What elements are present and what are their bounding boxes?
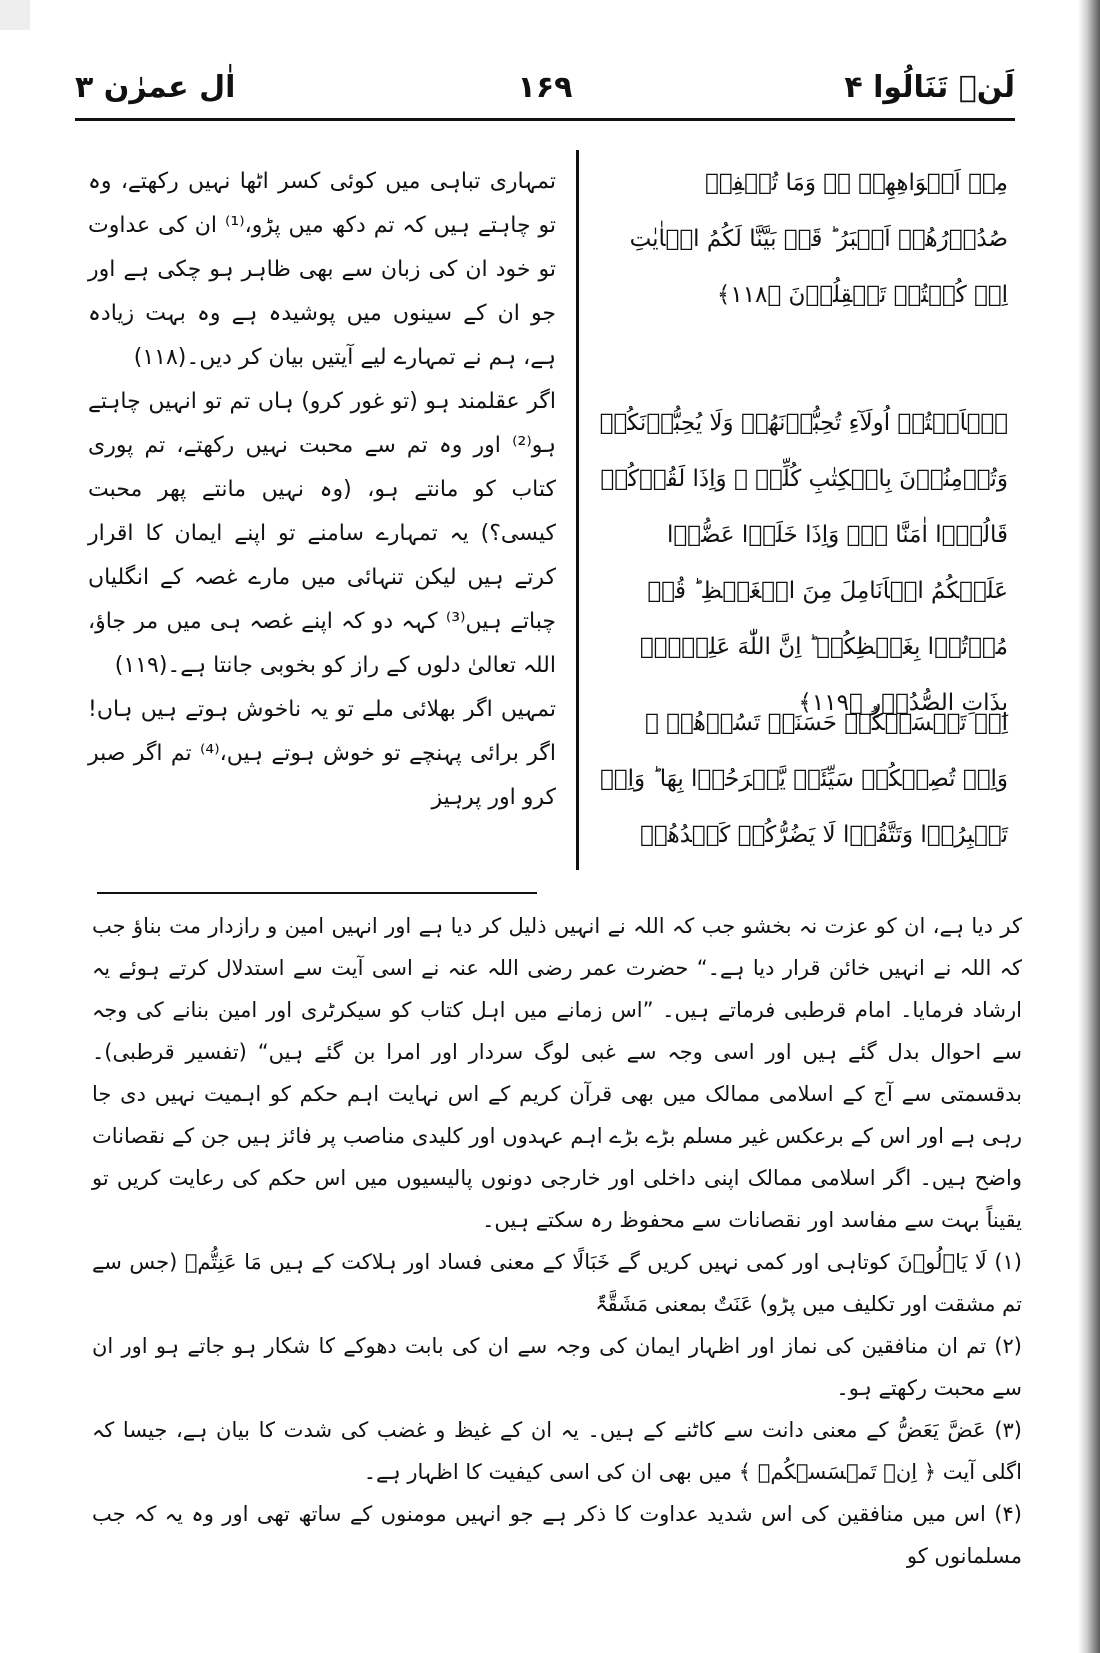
page-header (75, 70, 1015, 120)
juz-title: لَنۡ تَنَالُوا ۴ (844, 70, 1015, 105)
footnote-2: (۲) تم ان منافقین کی نماز اور اظہار ایمان کی وجہ سے ان کی بابت دھوکے کا شکار ہو جاتے ہو اور ان سے محبت رکھتے ہو۔ (92, 1334, 1022, 1400)
footnote-continuation: کر دیا ہے، ان کو عزت نہ بخشو جب کہ اللہ نے انہیں ذلیل کر دیا ہے اور انہیں امین و رازدار مت بناؤ جب کہ اللہ نے انہیں خائن قرار دیا ہے۔“ حضرت عمر رضی اللہ عنہ نے اسی آیت سے استدلال کرتے ہوئے یہ ارشاد فرمایا۔ امام قرطبی فرماتے ہیں۔ ”اس زمانے میں اہل کتاب کو سیکرٹری اور امین بنانے کی وجہ سے احوال بدل گئے ہیں اور اسی وجہ سے غبی لوگ سردار اور امرا بن گئے ہیں“ (تفسیر قرطبی)۔ بدقسمتی سے آج کے اسلامی ممالک میں بھی قرآن کریم کے اس نہایت اہم حکم کو اہمیت نہیں دی جا رہی ہے اور اس کے برعکس غیر مسلم بڑے بڑے اہم عہدوں اور کلیدی مناصب پر فائز ہیں جن کے نقصانات واضح ہیں۔ اگر اسلامی ممالک اپنی داخلی اور خارجی دونوں پالیسیوں میں اس حکم کی رعایت کریں تو یقیناً بہت سے مفاسد اور نقصانات سے محفوظ رہ سکتے ہیں۔ (92, 914, 1022, 1232)
page-number: ۱۶۹ (517, 70, 573, 105)
arabic-verse-119: هٰۤاَنۡتُمۡ اُولَآءِ تُحِبُّوۡنَهُمۡ وَلَا یُحِبُّوۡنَکُمۡ وَتُؤۡمِنُوۡنَ بِالۡکِتٰبِ کُلِّهٖ ۚ وَاِذَا لَقُوۡکُمۡ قَالُوۡۤا اٰمَنَّا ۚ٭ۖ وَاِذَا خَلَوۡا عَضُّوۡا عَلَیۡکُمُ الۡاَنَامِلَ مِنَ الۡغَیۡظِ ؕ قُلۡ مُوۡتُوۡا بِغَیۡظِکُمۡ ؕ اِنَّ اللّٰهَ عَلِیۡمٌۢ بِذَاتِ الصُّدُوۡرِ ﴿۱۱۹﴾ (599, 410, 1008, 716)
footnote-3: (۳) عَضَّ یَعَضُّ کے معنی دانت سے کاٹنے کے ہیں۔ یہ ان کے غیظ و غضب کی شدت کا بیان ہے، جیسا کہ اگلی آیت ﴿ اِنۡ تَمۡسَسۡکُمۡ ﴾ میں بھی ان کی اسی کیفیت کا اظہار ہے۔ (92, 1418, 1022, 1484)
footnotes-section (92, 905, 1022, 1605)
footnote-rule (97, 892, 537, 894)
arabic-text-column (598, 155, 1008, 870)
column-divider (576, 150, 579, 870)
footnote-1: (۱) لَا یَاۡلُوۡنَ کوتاہی اور کمی نہیں کریں گے خَبَالًا کے معنی فساد اور ہلاکت کے ہیں مَا عَنِتُّمۡ (جس سے تم مشقت اور تکلیف میں پڑو) عَنَتٌ بمعنی مَشَقَّۃٌ (92, 1250, 1022, 1316)
page-edge-shadow (1078, 0, 1100, 1653)
header-rule (75, 118, 1015, 121)
scan-corner-mark (0, 0, 30, 30)
surah-title: اٰل عمرٰن ۳ (75, 70, 236, 105)
footnote-4: (۴) اس میں منافقین کی اس شدید عداوت کا ذکر ہے جو انہیں مومنوں کے ساتھ تھی اور وہ یہ کہ جب مسلمانوں کو (92, 1502, 1022, 1568)
urdu-translation-119: اگر عقلمند ہو (تو غور کرو) ہاں تم تو انہیں چاہتے ہو⁽²⁾ اور وہ تم سے محبت نہیں رکھتے، تم پوری کتاب کو مانتے ہو، (وہ نہیں مانتے پھر محبت کیسی؟) یہ تمہارے سامنے تو اپنے ایمان کا اقرار کرتے ہیں لیکن تنہائی میں مارے غصہ کے انگلیاں چباتے ہیں⁽³⁾ کہہ دو کہ اپنے غصہ ہی میں مر جاؤ، اللہ تعالیٰ دلوں کے راز کو بخوبی جانتا ہے۔(۱۱۹) (88, 389, 556, 678)
urdu-translation-120: تمہیں اگر بھلائی ملے تو یہ ناخوش ہوتے ہیں ہاں! اگر برائی پہنچے تو خوش ہوتے ہیں،⁽⁴⁾ تم اگر صبر کرو اور پرہیز (88, 697, 556, 810)
urdu-translation-118: تمہاری تباہی میں کوئی کسر اٹھا نہیں رکھتے، وہ تو چاہتے ہیں کہ تم دکھ میں پڑو،⁽¹⁾ ان کی عداوت تو خود ان کی زبان سے بھی ظاہر ہو چکی ہے اور جو ان کے سینوں میں پوشیدہ ہے وہ بہت زیادہ ہے، ہم نے تمہارے لیے آیتیں بیان کر دیں۔(۱۱۸) (88, 169, 556, 370)
arabic-verse-120: اِنۡ تَمۡسَسۡکُمۡ حَسَنَۃٌ تَسُؤۡهُمۡ ۫ وَاِنۡ تُصِبۡکُمۡ سَیِّئَۃٌ یَّفۡرَحُوۡا بِهَا ؕ وَاِنۡ تَصۡبِرُوۡا وَتَتَّقُوۡا لَا یَضُرُّکُمۡ کَیۡدُهُمۡ (599, 710, 1008, 848)
arabic-verse-118: مِنۡ اَفۡوَاهِهِمۡ ۚۖ وَمَا تُخۡفِیۡ صُدُوۡرُهُمۡ اَکۡبَرُ ؕ قَدۡ بَیَّنَّا لَکُمُ الۡاٰیٰتِ اِنۡ کُنۡتُمۡ تَعۡقِلُوۡنَ ﴿۱۱۸﴾ (629, 170, 1008, 308)
urdu-translation-column (88, 160, 556, 875)
